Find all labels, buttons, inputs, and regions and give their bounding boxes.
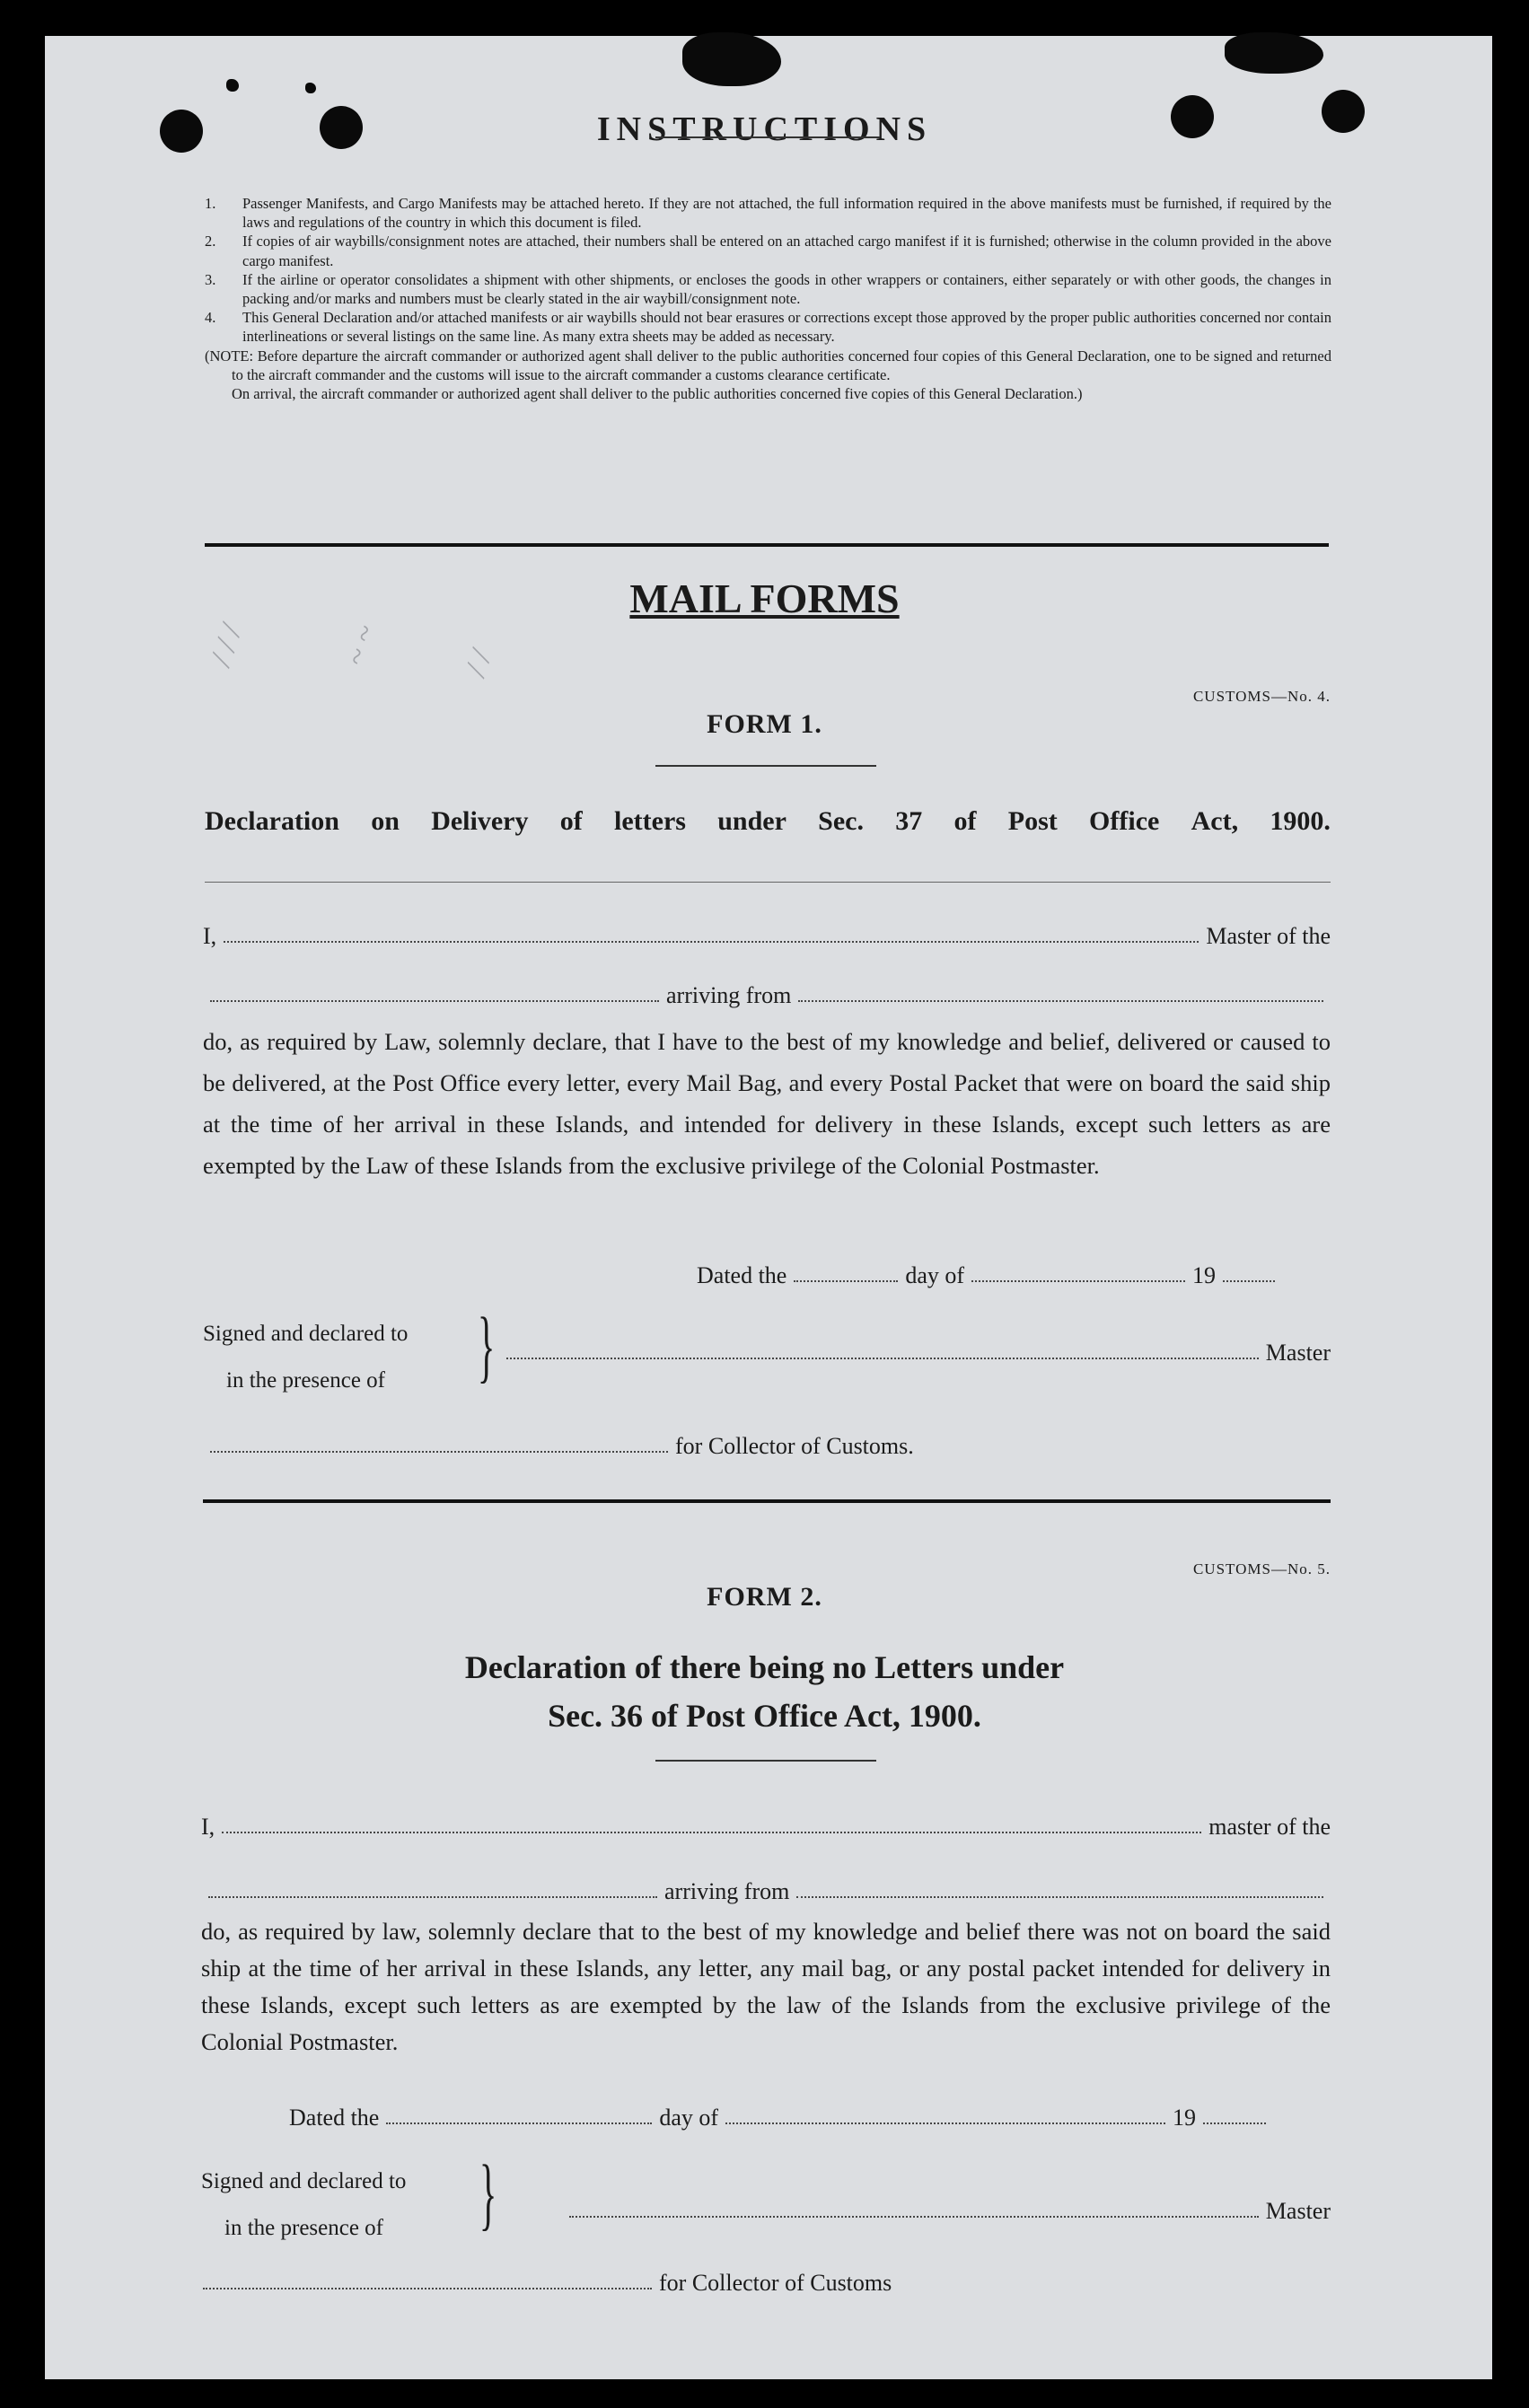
form2-arriving-line [201, 1878, 1331, 1905]
date-day-field[interactable] [794, 1279, 898, 1282]
form1-master-sign-line [499, 1340, 1331, 1367]
heading-word: letters [614, 806, 686, 836]
instruction-text: This General Declaration and/or attached manifests or air waybills should not bear erasures or corrections except those approved by the proper public authorities concerned nor contain interlineations or several listings on the same line. As many extra sheets may be added as necessary. [242, 309, 1331, 346]
master-label: Master [1265, 2198, 1331, 2224]
presence-text: in the presence of [224, 2216, 384, 2240]
form2-arriving-from: arriving from [664, 1878, 790, 1904]
origin-port-field[interactable] [798, 999, 1323, 1002]
ship-name-field[interactable] [210, 999, 659, 1002]
brace-symbol: } [479, 2149, 497, 2238]
instruction-number: 4. [205, 309, 216, 327]
presence-text: in the presence of [226, 1368, 386, 1393]
master-signature-field[interactable] [569, 2215, 1259, 2218]
form1-collector-line [203, 1433, 1011, 1460]
date-month-field[interactable] [725, 2122, 1165, 2124]
instruction-item [205, 232, 1331, 269]
customs-form-number: CUSTOMS—No. 5. [1192, 1560, 1331, 1578]
form2-master-sign-line [562, 2198, 1331, 2225]
form2-signed-label [201, 2158, 406, 2252]
date-year-field[interactable] [1223, 1279, 1275, 1282]
form1-master-of: Master of the [1206, 923, 1331, 949]
customs-form-number: CUSTOMS—No. 4. [1192, 688, 1331, 705]
instruction-number: 2. [205, 233, 216, 250]
form2-heading-line2: Sec. 36 of Post Office Act, 1900. [548, 1698, 981, 1734]
heading-word: Delivery [431, 806, 529, 836]
heading-word: 1900. [1270, 806, 1331, 836]
instruction-text: Passenger Manifests, and Cargo Manifests may be attached hereto. If they are not attached, the full information required in the above manifests must be furnished, if required by the laws and regulations of the country in which this document is filed. [242, 195, 1331, 232]
signed-declared-text: Signed and declared to [203, 1322, 409, 1346]
form1-dated-line [697, 1262, 1331, 1289]
master-name-field[interactable] [222, 1831, 1201, 1833]
heading-word: Sec. [818, 806, 864, 836]
instructions-underline [655, 136, 880, 138]
form1-title: FORM 1. [707, 709, 822, 739]
year-prefix: 19 [1173, 2105, 1197, 2131]
heading-word: Office [1089, 806, 1160, 836]
torn-edge-mark [1225, 32, 1323, 74]
form1-pronoun: I, [203, 923, 217, 949]
form1-signed-label [203, 1311, 408, 1404]
instruction-item [205, 194, 1331, 232]
ship-name-field[interactable] [208, 1895, 657, 1898]
year-prefix: 19 [1192, 1262, 1217, 1288]
form2-pronoun: I, [201, 1814, 215, 1840]
instruction-text: If the airline or operator consolidates a shipment with other shipments, or encloses the goods in other wrappers or containers, either separately or with other goods, the changes in packing and/or marks and numbers must be clearly stated in the air waybill/consignment note. [242, 270, 1331, 308]
form2-master-line [201, 1814, 1331, 1841]
master-signature-field[interactable] [506, 1357, 1259, 1359]
master-name-field[interactable] [224, 940, 1199, 943]
instruction-note-arrival: On arrival, the aircraft commander or authorized agent shall deliver to the public authorities concerned five copies of this General Declaration.) [232, 385, 1083, 403]
master-label: Master [1265, 1340, 1331, 1366]
section-divider [205, 543, 1329, 547]
form2-declaration-heading [0, 1643, 1529, 1740]
instruction-number: 1. [205, 195, 216, 212]
form1-master-line [203, 923, 1331, 950]
heading-word: Act, [1191, 806, 1239, 836]
form1-title-underline [655, 765, 876, 767]
instructions-list [205, 194, 1331, 403]
ink-speck [305, 83, 316, 93]
heading-word: of [953, 806, 977, 836]
form2-dated-line [289, 2105, 1331, 2131]
collector-signature-field[interactable] [210, 1450, 668, 1453]
collector-signature-field[interactable] [203, 2287, 652, 2289]
pencil-scribble: / / / [204, 620, 249, 671]
instruction-text: If copies of air waybills/consignment notes are attached, their numbers shall be entered on an attached cargo manifest if it is furnished; otherwise in the column provided in the above cargo manifest. [242, 233, 1331, 269]
dated-the-label: Dated the [697, 1262, 787, 1288]
heading-word: of [559, 806, 583, 836]
collector-label: for Collector of Customs [659, 2270, 892, 2296]
form2-title: FORM 2. [707, 1582, 822, 1612]
day-of-label: day of [659, 2105, 719, 2131]
heading-word: on [371, 806, 400, 836]
heading-word: Post [1007, 806, 1058, 836]
form2-heading-line1: Declaration of there being no Letters under [464, 1649, 1065, 1685]
instruction-item [205, 270, 1331, 308]
form2-master-of: master of the [1208, 1814, 1331, 1840]
heading-word: 37 [895, 806, 923, 836]
pencil-scribble: / / [459, 646, 499, 681]
instruction-number: 3. [205, 270, 216, 288]
pencil-scribble: ~ ~ [338, 620, 383, 671]
ink-speck [226, 79, 239, 92]
form2-body: do, as required by law, solemnly declare that to the best of my knowledge and belief there was not on board the said ship at the time of her arrival in these Islands, any letter, any mail bag, or any postal packet intended for delivery in these Islands, except such letters as are exempted by the law of the Islands from the exclusive privilege of the Colonial Postmaster. [201, 1918, 1331, 2055]
signed-declared-text: Signed and declared to [201, 2169, 407, 2193]
form1-arriving-from: arriving from [666, 982, 792, 1008]
collector-label: for Collector of Customs. [675, 1433, 914, 1459]
mail-forms-title: MAIL FORMS [629, 576, 900, 621]
heading-word: under [717, 806, 786, 836]
date-day-field[interactable] [386, 2122, 652, 2124]
date-month-field[interactable] [971, 1279, 1185, 1282]
form1-arriving-line [203, 982, 1331, 1009]
dated-the-label: Dated the [289, 2105, 380, 2131]
form1-body: do, as required by Law, solemnly declare, that I have to the best of my knowledge and belief, delivered or caused to be delivered, at the Post Office every letter, every Mail Bag, and every Postal Packet that were on board the said ship at the time of her arrival in these Islands, and intended for delivery in these Islands, except such letters as are exempted by the Law of these Islands from the exclusive privilege of the Colonial Postmaster. [203, 1028, 1331, 1179]
day-of-label: day of [905, 1262, 965, 1288]
instruction-item [205, 308, 1331, 346]
date-year-field[interactable] [1203, 2122, 1266, 2124]
heading-word: Declaration [205, 806, 339, 836]
form2-collector-line [196, 2270, 1004, 2297]
form2-title-underline [655, 1760, 876, 1762]
form1-declaration-heading [205, 806, 1331, 837]
brace-symbol: } [477, 1302, 496, 1391]
instruction-note: (NOTE: Before departure the aircraft commander or authorized agent shall deliver to the public authorities concerned four copies of this General Declaration, one to be signed and returned to the aircraft commander and the customs will issue to the aircraft commander a customs clearance certificate. [205, 347, 1331, 383]
origin-port-field[interactable] [796, 1895, 1323, 1898]
form1-thin-rule [205, 882, 1331, 883]
instructions-heading: INSTRUCTIONS [596, 110, 933, 148]
form-divider [203, 1499, 1331, 1503]
